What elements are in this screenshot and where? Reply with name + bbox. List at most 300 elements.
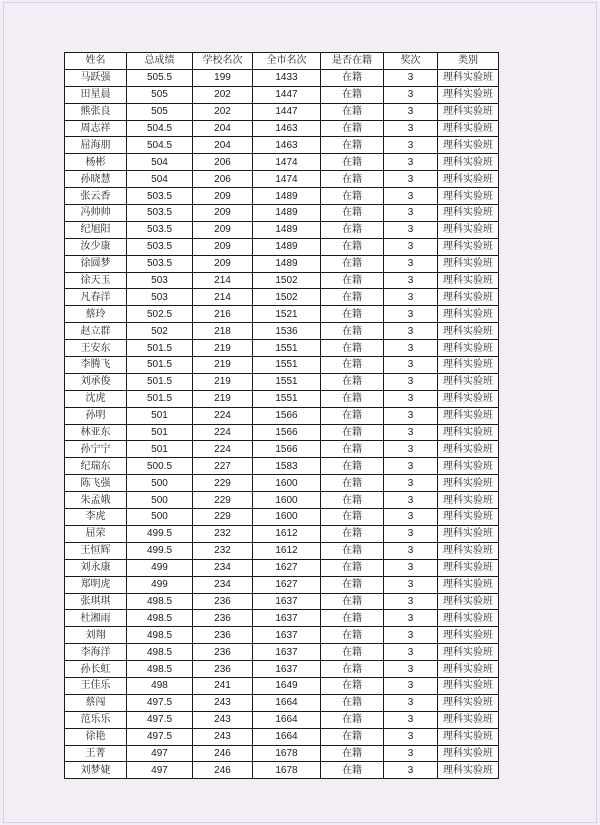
cell-category: 理科实验班 [438, 492, 499, 509]
cell-award-level: 3 [384, 661, 438, 678]
cell-school-rank: 204 [193, 120, 253, 137]
cell-total-score: 501.5 [127, 340, 193, 357]
cell-enrollment: 在籍 [321, 762, 384, 779]
cell-award-level: 3 [384, 677, 438, 694]
cell-category: 理科实验班 [438, 593, 499, 610]
cell-total-score: 499 [127, 576, 193, 593]
cell-name: 李海洋 [65, 644, 127, 661]
cell-total-score: 504.5 [127, 137, 193, 154]
table-row [65, 677, 499, 694]
cell-total-score: 497.5 [127, 694, 193, 711]
cell-city-rank: 1489 [253, 221, 321, 238]
cell-city-rank: 1551 [253, 373, 321, 390]
cell-category: 理科实验班 [438, 559, 499, 576]
cell-school-rank: 229 [193, 492, 253, 509]
cell-category: 理科实验班 [438, 610, 499, 627]
cell-award-level: 3 [384, 593, 438, 610]
cell-enrollment: 在籍 [321, 221, 384, 238]
cell-name: 杜湘雨 [65, 610, 127, 627]
cell-school-rank: 243 [193, 728, 253, 745]
cell-category: 理科实验班 [438, 340, 499, 357]
cell-city-rank: 1447 [253, 86, 321, 103]
cell-award-level: 3 [384, 171, 438, 188]
cell-school-rank: 246 [193, 762, 253, 779]
cell-school-rank: 219 [193, 340, 253, 357]
cell-category: 理科实验班 [438, 627, 499, 644]
table-row [65, 103, 499, 120]
cell-total-score: 497 [127, 762, 193, 779]
header-name: 姓名 [65, 53, 127, 70]
cell-total-score: 501.5 [127, 390, 193, 407]
cell-award-level: 3 [384, 323, 438, 340]
cell-enrollment: 在籍 [321, 272, 384, 289]
cell-award-level: 3 [384, 407, 438, 424]
table-row [65, 441, 499, 458]
cell-school-rank: 234 [193, 576, 253, 593]
cell-enrollment: 在籍 [321, 103, 384, 120]
cell-category: 理科实验班 [438, 711, 499, 728]
cell-name: 田星晨 [65, 86, 127, 103]
cell-enrollment: 在籍 [321, 661, 384, 678]
cell-name: 周志祥 [65, 120, 127, 137]
cell-city-rank: 1678 [253, 762, 321, 779]
table-row [65, 542, 499, 559]
cell-award-level: 3 [384, 509, 438, 526]
cell-enrollment: 在籍 [321, 255, 384, 272]
header-enrollment: 是否在籍 [321, 53, 384, 70]
table-row [65, 171, 499, 188]
table-row [65, 559, 499, 576]
cell-enrollment: 在籍 [321, 745, 384, 762]
cell-school-rank: 204 [193, 137, 253, 154]
cell-city-rank: 1566 [253, 441, 321, 458]
cell-total-score: 498.5 [127, 644, 193, 661]
cell-category: 理科实验班 [438, 188, 499, 205]
cell-total-score: 501 [127, 441, 193, 458]
cell-category: 理科实验班 [438, 86, 499, 103]
cell-enrollment: 在籍 [321, 171, 384, 188]
table-row [65, 86, 499, 103]
cell-enrollment: 在籍 [321, 441, 384, 458]
cell-award-level: 3 [384, 357, 438, 374]
cell-category: 理科实验班 [438, 745, 499, 762]
table-row [65, 323, 499, 340]
cell-enrollment: 在籍 [321, 120, 384, 137]
cell-award-level: 3 [384, 390, 438, 407]
cell-category: 理科实验班 [438, 728, 499, 745]
cell-school-rank: 236 [193, 644, 253, 661]
cell-award-level: 3 [384, 542, 438, 559]
cell-category: 理科实验班 [438, 458, 499, 475]
cell-school-rank: 241 [193, 677, 253, 694]
table-row [65, 593, 499, 610]
cell-category: 理科实验班 [438, 103, 499, 120]
cell-total-score: 500 [127, 492, 193, 509]
table-row [65, 525, 499, 542]
table-row [65, 627, 499, 644]
cell-total-score: 503.5 [127, 255, 193, 272]
cell-name: 林亚东 [65, 424, 127, 441]
cell-city-rank: 1612 [253, 525, 321, 542]
cell-total-score: 500.5 [127, 458, 193, 475]
cell-school-rank: 206 [193, 171, 253, 188]
cell-category: 理科实验班 [438, 120, 499, 137]
cell-name: 纪瑞东 [65, 458, 127, 475]
cell-name: 沈虎 [65, 390, 127, 407]
cell-award-level: 3 [384, 221, 438, 238]
cell-enrollment: 在籍 [321, 728, 384, 745]
cell-school-rank: 209 [193, 238, 253, 255]
cell-name: 刘梦婕 [65, 762, 127, 779]
cell-city-rank: 1502 [253, 289, 321, 306]
cell-total-score: 501.5 [127, 373, 193, 390]
cell-school-rank: 199 [193, 69, 253, 86]
cell-category: 理科实验班 [438, 694, 499, 711]
cell-enrollment: 在籍 [321, 711, 384, 728]
cell-category: 理科实验班 [438, 576, 499, 593]
cell-enrollment: 在籍 [321, 677, 384, 694]
cell-award-level: 3 [384, 255, 438, 272]
table-row [65, 289, 499, 306]
cell-school-rank: 224 [193, 441, 253, 458]
cell-city-rank: 1463 [253, 137, 321, 154]
cell-city-rank: 1551 [253, 390, 321, 407]
table-row [65, 576, 499, 593]
cell-award-level: 3 [384, 711, 438, 728]
cell-city-rank: 1447 [253, 103, 321, 120]
cell-name: 陈飞强 [65, 475, 127, 492]
cell-school-rank: 243 [193, 711, 253, 728]
cell-category: 理科实验班 [438, 69, 499, 86]
table-row [65, 120, 499, 137]
cell-school-rank: 224 [193, 407, 253, 424]
cell-school-rank: 202 [193, 86, 253, 103]
cell-name: 汝少康 [65, 238, 127, 255]
cell-school-rank: 219 [193, 390, 253, 407]
cell-enrollment: 在籍 [321, 340, 384, 357]
cell-category: 理科实验班 [438, 644, 499, 661]
cell-total-score: 504 [127, 154, 193, 171]
cell-category: 理科实验班 [438, 289, 499, 306]
cell-name: 马跃强 [65, 69, 127, 86]
cell-award-level: 3 [384, 627, 438, 644]
cell-school-rank: 229 [193, 509, 253, 526]
cell-enrollment: 在籍 [321, 289, 384, 306]
cell-name: 刘永康 [65, 559, 127, 576]
cell-enrollment: 在籍 [321, 137, 384, 154]
cell-category: 理科实验班 [438, 509, 499, 526]
table-row [65, 407, 499, 424]
cell-award-level: 3 [384, 238, 438, 255]
cell-total-score: 500 [127, 475, 193, 492]
cell-city-rank: 1637 [253, 627, 321, 644]
cell-total-score: 499.5 [127, 542, 193, 559]
cell-school-rank: 219 [193, 357, 253, 374]
cell-name: 杨彬 [65, 154, 127, 171]
cell-school-rank: 206 [193, 154, 253, 171]
cell-name: 蔡闯 [65, 694, 127, 711]
cell-award-level: 3 [384, 525, 438, 542]
cell-total-score: 504.5 [127, 120, 193, 137]
cell-enrollment: 在籍 [321, 373, 384, 390]
table-row [65, 357, 499, 374]
cell-total-score: 502.5 [127, 306, 193, 323]
cell-school-rank: 227 [193, 458, 253, 475]
cell-award-level: 3 [384, 424, 438, 441]
cell-city-rank: 1637 [253, 610, 321, 627]
cell-name: 屈海朋 [65, 137, 127, 154]
cell-category: 理科实验班 [438, 171, 499, 188]
cell-school-rank: 232 [193, 525, 253, 542]
cell-total-score: 498.5 [127, 610, 193, 627]
cell-enrollment: 在籍 [321, 407, 384, 424]
cell-school-rank: 209 [193, 221, 253, 238]
cell-category: 理科实验班 [438, 205, 499, 222]
cell-city-rank: 1678 [253, 745, 321, 762]
cell-city-rank: 1664 [253, 694, 321, 711]
cell-award-level: 3 [384, 272, 438, 289]
cell-school-rank: 214 [193, 272, 253, 289]
cell-enrollment: 在籍 [321, 492, 384, 509]
cell-city-rank: 1627 [253, 559, 321, 576]
cell-city-rank: 1521 [253, 306, 321, 323]
cell-name: 朱孟娥 [65, 492, 127, 509]
cell-school-rank: 236 [193, 593, 253, 610]
cell-enrollment: 在籍 [321, 458, 384, 475]
cell-total-score: 497.5 [127, 728, 193, 745]
cell-total-score: 498 [127, 677, 193, 694]
cell-name: 张云香 [65, 188, 127, 205]
cell-category: 理科实验班 [438, 762, 499, 779]
cell-award-level: 3 [384, 289, 438, 306]
cell-category: 理科实验班 [438, 137, 499, 154]
cell-name: 徐天玉 [65, 272, 127, 289]
cell-city-rank: 1474 [253, 154, 321, 171]
cell-award-level: 3 [384, 103, 438, 120]
cell-enrollment: 在籍 [321, 357, 384, 374]
cell-award-level: 3 [384, 745, 438, 762]
cell-school-rank: 243 [193, 694, 253, 711]
cell-school-rank: 219 [193, 373, 253, 390]
cell-total-score: 498.5 [127, 593, 193, 610]
cell-city-rank: 1536 [253, 323, 321, 340]
table-row [65, 272, 499, 289]
cell-city-rank: 1637 [253, 644, 321, 661]
cell-award-level: 3 [384, 610, 438, 627]
table-row [65, 711, 499, 728]
cell-name: 刘承俊 [65, 373, 127, 390]
cell-award-level: 3 [384, 559, 438, 576]
cell-city-rank: 1489 [253, 188, 321, 205]
cell-city-rank: 1566 [253, 407, 321, 424]
cell-total-score: 505.5 [127, 69, 193, 86]
table-row [65, 154, 499, 171]
table-row [65, 205, 499, 222]
cell-enrollment: 在籍 [321, 390, 384, 407]
cell-school-rank: 216 [193, 306, 253, 323]
header-school-rank: 学校名次 [193, 53, 253, 70]
cell-school-rank: 209 [193, 255, 253, 272]
cell-award-level: 3 [384, 492, 438, 509]
cell-enrollment: 在籍 [321, 694, 384, 711]
cell-category: 理科实验班 [438, 441, 499, 458]
cell-city-rank: 1637 [253, 593, 321, 610]
cell-school-rank: 232 [193, 542, 253, 559]
cell-category: 理科实验班 [438, 373, 499, 390]
cell-city-rank: 1637 [253, 661, 321, 678]
cell-category: 理科实验班 [438, 407, 499, 424]
table-row [65, 69, 499, 86]
cell-total-score: 499.5 [127, 525, 193, 542]
cell-award-level: 3 [384, 694, 438, 711]
table-row [65, 238, 499, 255]
cell-name: 蔡玲 [65, 306, 127, 323]
cell-city-rank: 1664 [253, 711, 321, 728]
cell-award-level: 3 [384, 188, 438, 205]
cell-total-score: 501 [127, 407, 193, 424]
cell-city-rank: 1600 [253, 475, 321, 492]
cell-award-level: 3 [384, 441, 438, 458]
table-row [65, 492, 499, 509]
cell-city-rank: 1664 [253, 728, 321, 745]
cell-name: 熊张良 [65, 103, 127, 120]
table-row [65, 390, 499, 407]
table-row [65, 373, 499, 390]
cell-name: 张琪琪 [65, 593, 127, 610]
ranking-table [64, 52, 499, 779]
cell-school-rank: 234 [193, 559, 253, 576]
cell-name: 李虎 [65, 509, 127, 526]
cell-enrollment: 在籍 [321, 238, 384, 255]
cell-name: 孙宁宁 [65, 441, 127, 458]
cell-name: 刘翔 [65, 627, 127, 644]
cell-name: 徐艳 [65, 728, 127, 745]
cell-city-rank: 1463 [253, 120, 321, 137]
cell-total-score: 505 [127, 86, 193, 103]
table-row [65, 340, 499, 357]
cell-enrollment: 在籍 [321, 323, 384, 340]
cell-total-score: 503.5 [127, 205, 193, 222]
cell-award-level: 3 [384, 69, 438, 86]
cell-enrollment: 在籍 [321, 424, 384, 441]
table-row [65, 221, 499, 238]
cell-enrollment: 在籍 [321, 188, 384, 205]
table-row [65, 644, 499, 661]
cell-school-rank: 236 [193, 610, 253, 627]
cell-school-rank: 209 [193, 188, 253, 205]
cell-city-rank: 1474 [253, 171, 321, 188]
table-body [65, 69, 499, 778]
cell-enrollment: 在籍 [321, 644, 384, 661]
cell-enrollment: 在籍 [321, 610, 384, 627]
cell-category: 理科实验班 [438, 323, 499, 340]
cell-category: 理科实验班 [438, 255, 499, 272]
cell-city-rank: 1566 [253, 424, 321, 441]
cell-total-score: 499 [127, 559, 193, 576]
cell-enrollment: 在籍 [321, 306, 384, 323]
cell-school-rank: 214 [193, 289, 253, 306]
cell-enrollment: 在籍 [321, 559, 384, 576]
cell-award-level: 3 [384, 728, 438, 745]
cell-total-score: 503.5 [127, 188, 193, 205]
cell-enrollment: 在籍 [321, 627, 384, 644]
cell-total-score: 502 [127, 323, 193, 340]
cell-category: 理科实验班 [438, 475, 499, 492]
cell-total-score: 504 [127, 171, 193, 188]
cell-enrollment: 在籍 [321, 205, 384, 222]
cell-total-score: 500 [127, 509, 193, 526]
cell-city-rank: 1551 [253, 340, 321, 357]
cell-school-rank: 236 [193, 627, 253, 644]
table-row [65, 694, 499, 711]
cell-enrollment: 在籍 [321, 509, 384, 526]
cell-category: 理科实验班 [438, 661, 499, 678]
cell-city-rank: 1649 [253, 677, 321, 694]
cell-name: 范乐乐 [65, 711, 127, 728]
cell-total-score: 498.5 [127, 627, 193, 644]
cell-category: 理科实验班 [438, 390, 499, 407]
cell-city-rank: 1489 [253, 238, 321, 255]
cell-category: 理科实验班 [438, 357, 499, 374]
cell-total-score: 503.5 [127, 221, 193, 238]
cell-award-level: 3 [384, 205, 438, 222]
cell-award-level: 3 [384, 120, 438, 137]
table-row [65, 475, 499, 492]
table-row [65, 255, 499, 272]
cell-category: 理科实验班 [438, 306, 499, 323]
cell-school-rank: 202 [193, 103, 253, 120]
cell-name: 郑明虎 [65, 576, 127, 593]
table-row [65, 610, 499, 627]
cell-award-level: 3 [384, 137, 438, 154]
cell-city-rank: 1502 [253, 272, 321, 289]
cell-total-score: 503 [127, 289, 193, 306]
cell-enrollment: 在籍 [321, 525, 384, 542]
cell-name: 李腾飞 [65, 357, 127, 374]
cell-total-score: 501.5 [127, 357, 193, 374]
cell-award-level: 3 [384, 762, 438, 779]
cell-city-rank: 1612 [253, 542, 321, 559]
cell-city-rank: 1583 [253, 458, 321, 475]
cell-name: 徐圆梦 [65, 255, 127, 272]
cell-award-level: 3 [384, 373, 438, 390]
table-row [65, 509, 499, 526]
cell-city-rank: 1489 [253, 255, 321, 272]
cell-city-rank: 1600 [253, 492, 321, 509]
cell-award-level: 3 [384, 86, 438, 103]
cell-city-rank: 1489 [253, 205, 321, 222]
cell-name: 孙明 [65, 407, 127, 424]
cell-name: 王佳乐 [65, 677, 127, 694]
cell-name: 屈荣 [65, 525, 127, 542]
cell-city-rank: 1433 [253, 69, 321, 86]
header-row [65, 53, 499, 70]
cell-category: 理科实验班 [438, 238, 499, 255]
header-total-score: 总成绩 [127, 53, 193, 70]
cell-award-level: 3 [384, 644, 438, 661]
header-award-level: 奖次 [384, 53, 438, 70]
cell-enrollment: 在籍 [321, 69, 384, 86]
cell-enrollment: 在籍 [321, 154, 384, 171]
header-category: 类别 [438, 53, 499, 70]
cell-school-rank: 209 [193, 205, 253, 222]
cell-enrollment: 在籍 [321, 593, 384, 610]
cell-award-level: 3 [384, 340, 438, 357]
cell-name: 纪旭阳 [65, 221, 127, 238]
cell-city-rank: 1600 [253, 509, 321, 526]
table-row [65, 728, 499, 745]
cell-enrollment: 在籍 [321, 86, 384, 103]
